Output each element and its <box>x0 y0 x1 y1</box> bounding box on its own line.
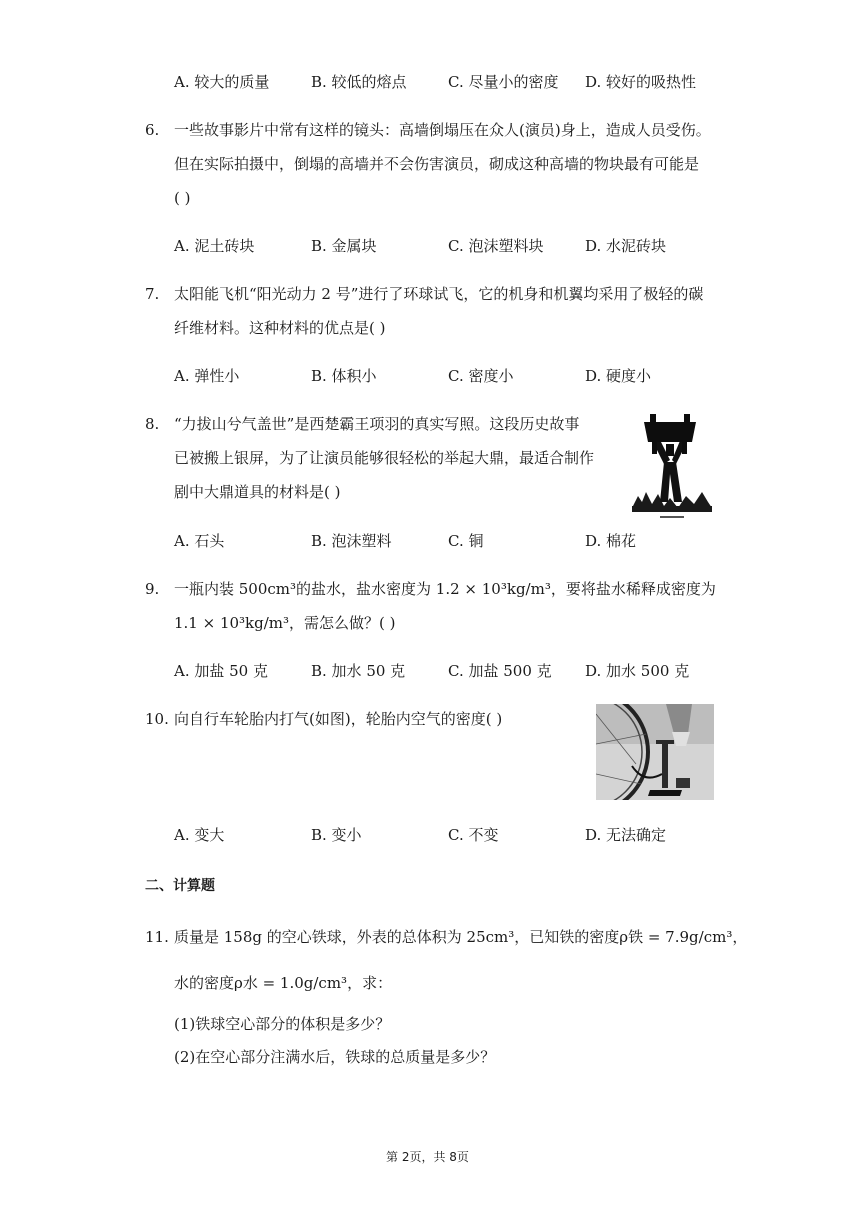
q7-text-line-1: 太阳能飞机“阳光动力 2 号”进行了环球试飞，它的机身和机翼均采用了极轻的碳 <box>174 285 704 303</box>
q8-text-line-1: “力拔山兮气盖世”是西楚霸王项羽的真实写照。这段历史故事 <box>174 415 580 433</box>
q10-option-d: D. 无法确定 <box>585 826 667 844</box>
q5-option-d: D. 较好的吸热性 <box>585 73 697 91</box>
q7-option-d: D. 硬度小 <box>585 367 652 385</box>
q9-option-c: C. 加盐 500 克 <box>448 662 552 680</box>
q11-subquestion-2: (2)在空心部分注满水后，铁球的总质量是多少？ <box>174 1048 496 1066</box>
q10-number: 10. <box>145 710 169 728</box>
q9-option-a: A. 加盐 50 克 <box>174 662 268 680</box>
q7-text-line-2: 纤维材料。这种材料的优点是( ) <box>174 319 386 337</box>
q6-number: 6. <box>145 121 160 139</box>
q8-option-c: C. 铜 <box>448 532 484 550</box>
q8-text-line-3: 剧中大鼎道具的材料是( ) <box>174 483 341 501</box>
q10-text-line-1: 向自行车轮胎内打气(如图)，轮胎内空气的密度( ) <box>174 710 503 728</box>
q9-option-b: B. 加水 50 克 <box>311 662 406 680</box>
q6-option-d: D. 水泥砖块 <box>585 237 667 255</box>
q8-option-a: A. 石头 <box>174 532 225 550</box>
q6-option-b: B. 金属块 <box>311 237 377 255</box>
section-heading-calculation: 二、计算题 <box>145 878 215 894</box>
q8-text-line-2: 已被搬上银屏，为了让演员能够很轻松的举起大鼎，最适合制作 <box>174 449 595 467</box>
q11-subquestion-1: (1)铁球空心部分的体积是多少？ <box>174 1015 391 1033</box>
q11-text-line-2: 水的密度ρ水 = 1.0g/cm³，求： <box>174 974 393 992</box>
q5-option-b: B. 较低的熔点 <box>311 73 407 91</box>
q7-option-b: B. 体积小 <box>311 367 377 385</box>
q8-option-b: B. 泡沫塑料 <box>311 532 392 550</box>
q10-option-b: B. 变小 <box>311 826 362 844</box>
q10-option-c: C. 不变 <box>448 826 499 844</box>
q6-option-a: A. 泥土砖块 <box>174 237 255 255</box>
q9-option-d: D. 加水 500 克 <box>585 662 690 680</box>
page-number-footer: 第 2页，共 8页 <box>386 1150 469 1164</box>
q5-option-a: A. 较大的质量 <box>174 73 270 91</box>
q7-option-a: A. 弹性小 <box>174 367 240 385</box>
q10-figure-bicycle-pump <box>596 704 714 800</box>
q11-number: 11. <box>145 928 169 946</box>
q10-option-a: A. 变大 <box>174 826 225 844</box>
q9-text-line-2: 1.1 × 10³kg/m³，需怎么做？( ) <box>174 614 396 632</box>
q7-option-c: C. 密度小 <box>448 367 514 385</box>
q6-text-line-3: ( ) <box>174 189 191 207</box>
q6-text-line-2: 但在实际拍摄中，倒塌的高墙并不会伤害演员，砌成这种高墙的物块最有可能是 <box>174 155 700 173</box>
q8-option-d: D. 棉花 <box>585 532 637 550</box>
q6-text-line-1: 一些故事影片中常有这样的镜头：高墙倒塌压在众人(演员)身上，造成人员受伤。 <box>174 121 711 139</box>
q9-text-line-1: 一瓶内装 500cm³的盐水，盐水密度为 1.2 × 10³kg/m³，要将盐水稀释成密度为 <box>174 580 716 598</box>
q8-number: 8. <box>145 415 160 433</box>
q5-option-c: C. 尽量小的密度 <box>448 73 559 91</box>
q7-number: 7. <box>145 285 160 303</box>
q11-text-line-1: 质量是 158g 的空心铁球，外表的总体积为 25cm³，已知铁的密度ρ铁 = 7.9g/cm³， <box>174 928 748 946</box>
q8-figure-actor-lifting-ding <box>630 412 714 520</box>
q6-option-c: C. 泡沫塑料块 <box>448 237 544 255</box>
q9-number: 9. <box>145 580 160 598</box>
